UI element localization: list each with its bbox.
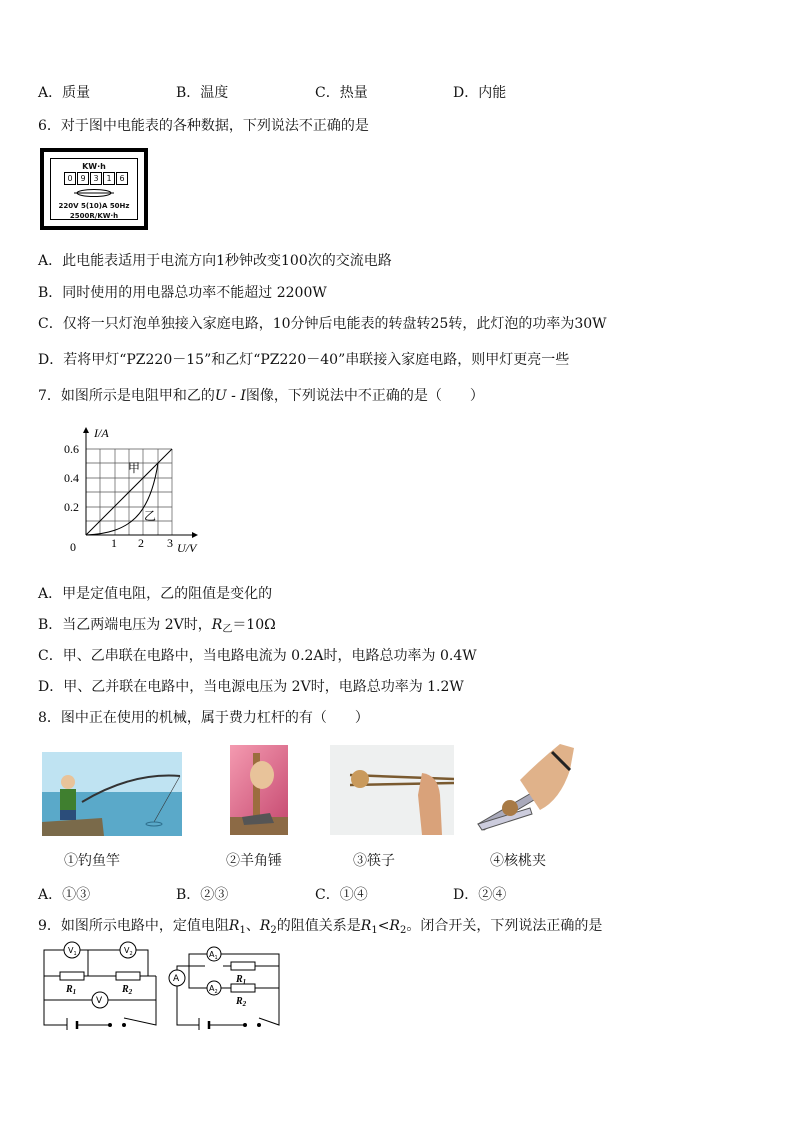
caption-fishing-rod: ①钓鱼竿 [64, 853, 120, 869]
q8-option-a: A．①③ [38, 887, 91, 903]
meter-digit: 3 [90, 172, 102, 185]
q6-option-a: A．此电能表适用于电流方向1秒钟改变100次的交流电路 [38, 253, 392, 269]
q7-option-b-sub: 乙 [222, 624, 233, 635]
q9-rel-r1-sub: 1 [371, 925, 378, 936]
r1-label: $R_1$ [66, 984, 77, 996]
y-axis-label: I/A [94, 426, 109, 440]
chopsticks-image [330, 745, 454, 835]
curve-label-jia: 甲 [128, 461, 141, 475]
origin-label: 0 [70, 540, 76, 554]
claw-hammer-image [230, 745, 288, 835]
q9-rel-r1: R [360, 918, 372, 934]
caption-claw-hammer: ②羊角锤 [226, 853, 282, 869]
q8-option-b: B．②③ [176, 887, 229, 903]
x-tick: 1 [111, 536, 117, 550]
parallel-circuit-diagram [165, 940, 285, 1030]
energy-meter-figure [40, 148, 148, 230]
q9-stem-prefix: 9．如图所示电路中，定值电阻 [38, 918, 229, 934]
x-tick: 2 [138, 536, 144, 550]
meter-rating: 220V 5(10)A 50Hz [58, 202, 130, 210]
q7-option-b-var: R [211, 617, 223, 633]
meter-digit: 6 [116, 172, 128, 185]
q8-stem: 8．图中正在使用的机械，属于费力杠杆的有（ ） [38, 710, 369, 726]
q9-rel-r2: R [389, 918, 400, 934]
q5-option-a: A．质量 [38, 85, 91, 101]
meter-unit: KW·h [82, 162, 106, 171]
meter-digit: 1 [103, 172, 115, 185]
meter-digits [64, 172, 129, 185]
caption-chopsticks: ③筷子 [353, 853, 395, 869]
a1-label: $A_1$ [209, 950, 218, 961]
q6-option-b: B．同时使用的用电器总功率不能超过 2200W [38, 285, 327, 301]
q5-option-c: C．热量 [315, 85, 368, 101]
q8-option-c: C．①④ [315, 887, 368, 903]
y-tick: 0.6 [64, 442, 79, 456]
ui-graph [60, 425, 210, 560]
v1-label: $V_1$ [68, 946, 77, 957]
q7-option-d: D．甲、乙并联在电路中，当电源电压为 2V时，电路总功率为 1.2W [38, 679, 464, 695]
q7-stem-prefix: 7．如图所示是电阻甲和乙的 [38, 388, 215, 404]
q9-rel-lt: < [377, 918, 390, 934]
q7-option-b-val: ＝10Ω [232, 617, 276, 633]
q5-option-b: B．温度 [176, 85, 229, 101]
meter-digit: 9 [77, 172, 89, 185]
meter-disc-icon [74, 188, 114, 198]
q9-stem-suffix: 。闭合开关，下列说法正确的是 [406, 918, 603, 934]
q6-stem: 6．对于图中电能表的各种数据，下列说法不正确的是 [38, 118, 369, 134]
q9-r1: R [228, 918, 240, 934]
q9-r2: R [259, 918, 271, 934]
q9-sep: 、 [245, 918, 260, 934]
q5-option-d: D．内能 [453, 85, 507, 101]
q7-stem-var: U - I [214, 388, 246, 404]
y-tick: 0.2 [64, 500, 79, 514]
q9-r1-sub: 1 [239, 925, 246, 936]
q9-stem [38, 915, 602, 936]
q9-mid: 的阻值关系是 [276, 918, 361, 934]
q7-option-c: C．甲、乙串联在电路中，当电路电流为 0.2A时，电路总功率为 0.4W [38, 648, 477, 664]
q7-option-b [38, 614, 276, 635]
q9-rel-r2-sub: 2 [399, 925, 407, 936]
q7-option-b-text: B．当乙两端电压为 2V时， [38, 617, 212, 633]
a2-label: $A_2$ [209, 984, 218, 995]
v2-label: $V_2$ [124, 946, 133, 957]
fishing-rod-image [42, 752, 182, 836]
y-tick: 0.4 [64, 471, 79, 485]
a-label: A [173, 974, 180, 984]
nutcracker-image [470, 740, 580, 840]
q6-option-c: C．仅将一只灯泡单独接入家庭电路，10分钟后电能表的转盘转25转，此灯泡的功率为30W [38, 316, 607, 332]
q6-option-d: D．若将甲灯“PZ220－15”和乙灯“PZ220－40”串联接入家庭电路，则甲灯更亮一些 [38, 352, 570, 368]
r2-label: $R_2$ [122, 984, 133, 996]
q8-option-d: D．②④ [453, 887, 507, 903]
q7-stem-suffix: 图像，下列说法中不正确的是（ ） [245, 388, 484, 404]
q7-option-a: A．甲是定值电阻，乙的阻值是变化的 [38, 586, 273, 602]
r2-label: $R_2$ [236, 996, 247, 1008]
x-tick: 3 [167, 536, 173, 550]
series-circuit-diagram [40, 940, 160, 1030]
q7-stem [38, 385, 484, 405]
caption-nutcracker: ④核桃夹 [490, 853, 546, 869]
meter-revolutions: 2500R/KW·h [69, 212, 119, 220]
x-axis-label: U/V [177, 541, 197, 555]
q9-r2-sub: 2 [270, 925, 277, 936]
meter-digit: 0 [64, 172, 76, 185]
r1-label: $R_1$ [236, 974, 247, 986]
curve-label-yi: 乙 [144, 509, 157, 523]
v-label: V [96, 996, 103, 1006]
